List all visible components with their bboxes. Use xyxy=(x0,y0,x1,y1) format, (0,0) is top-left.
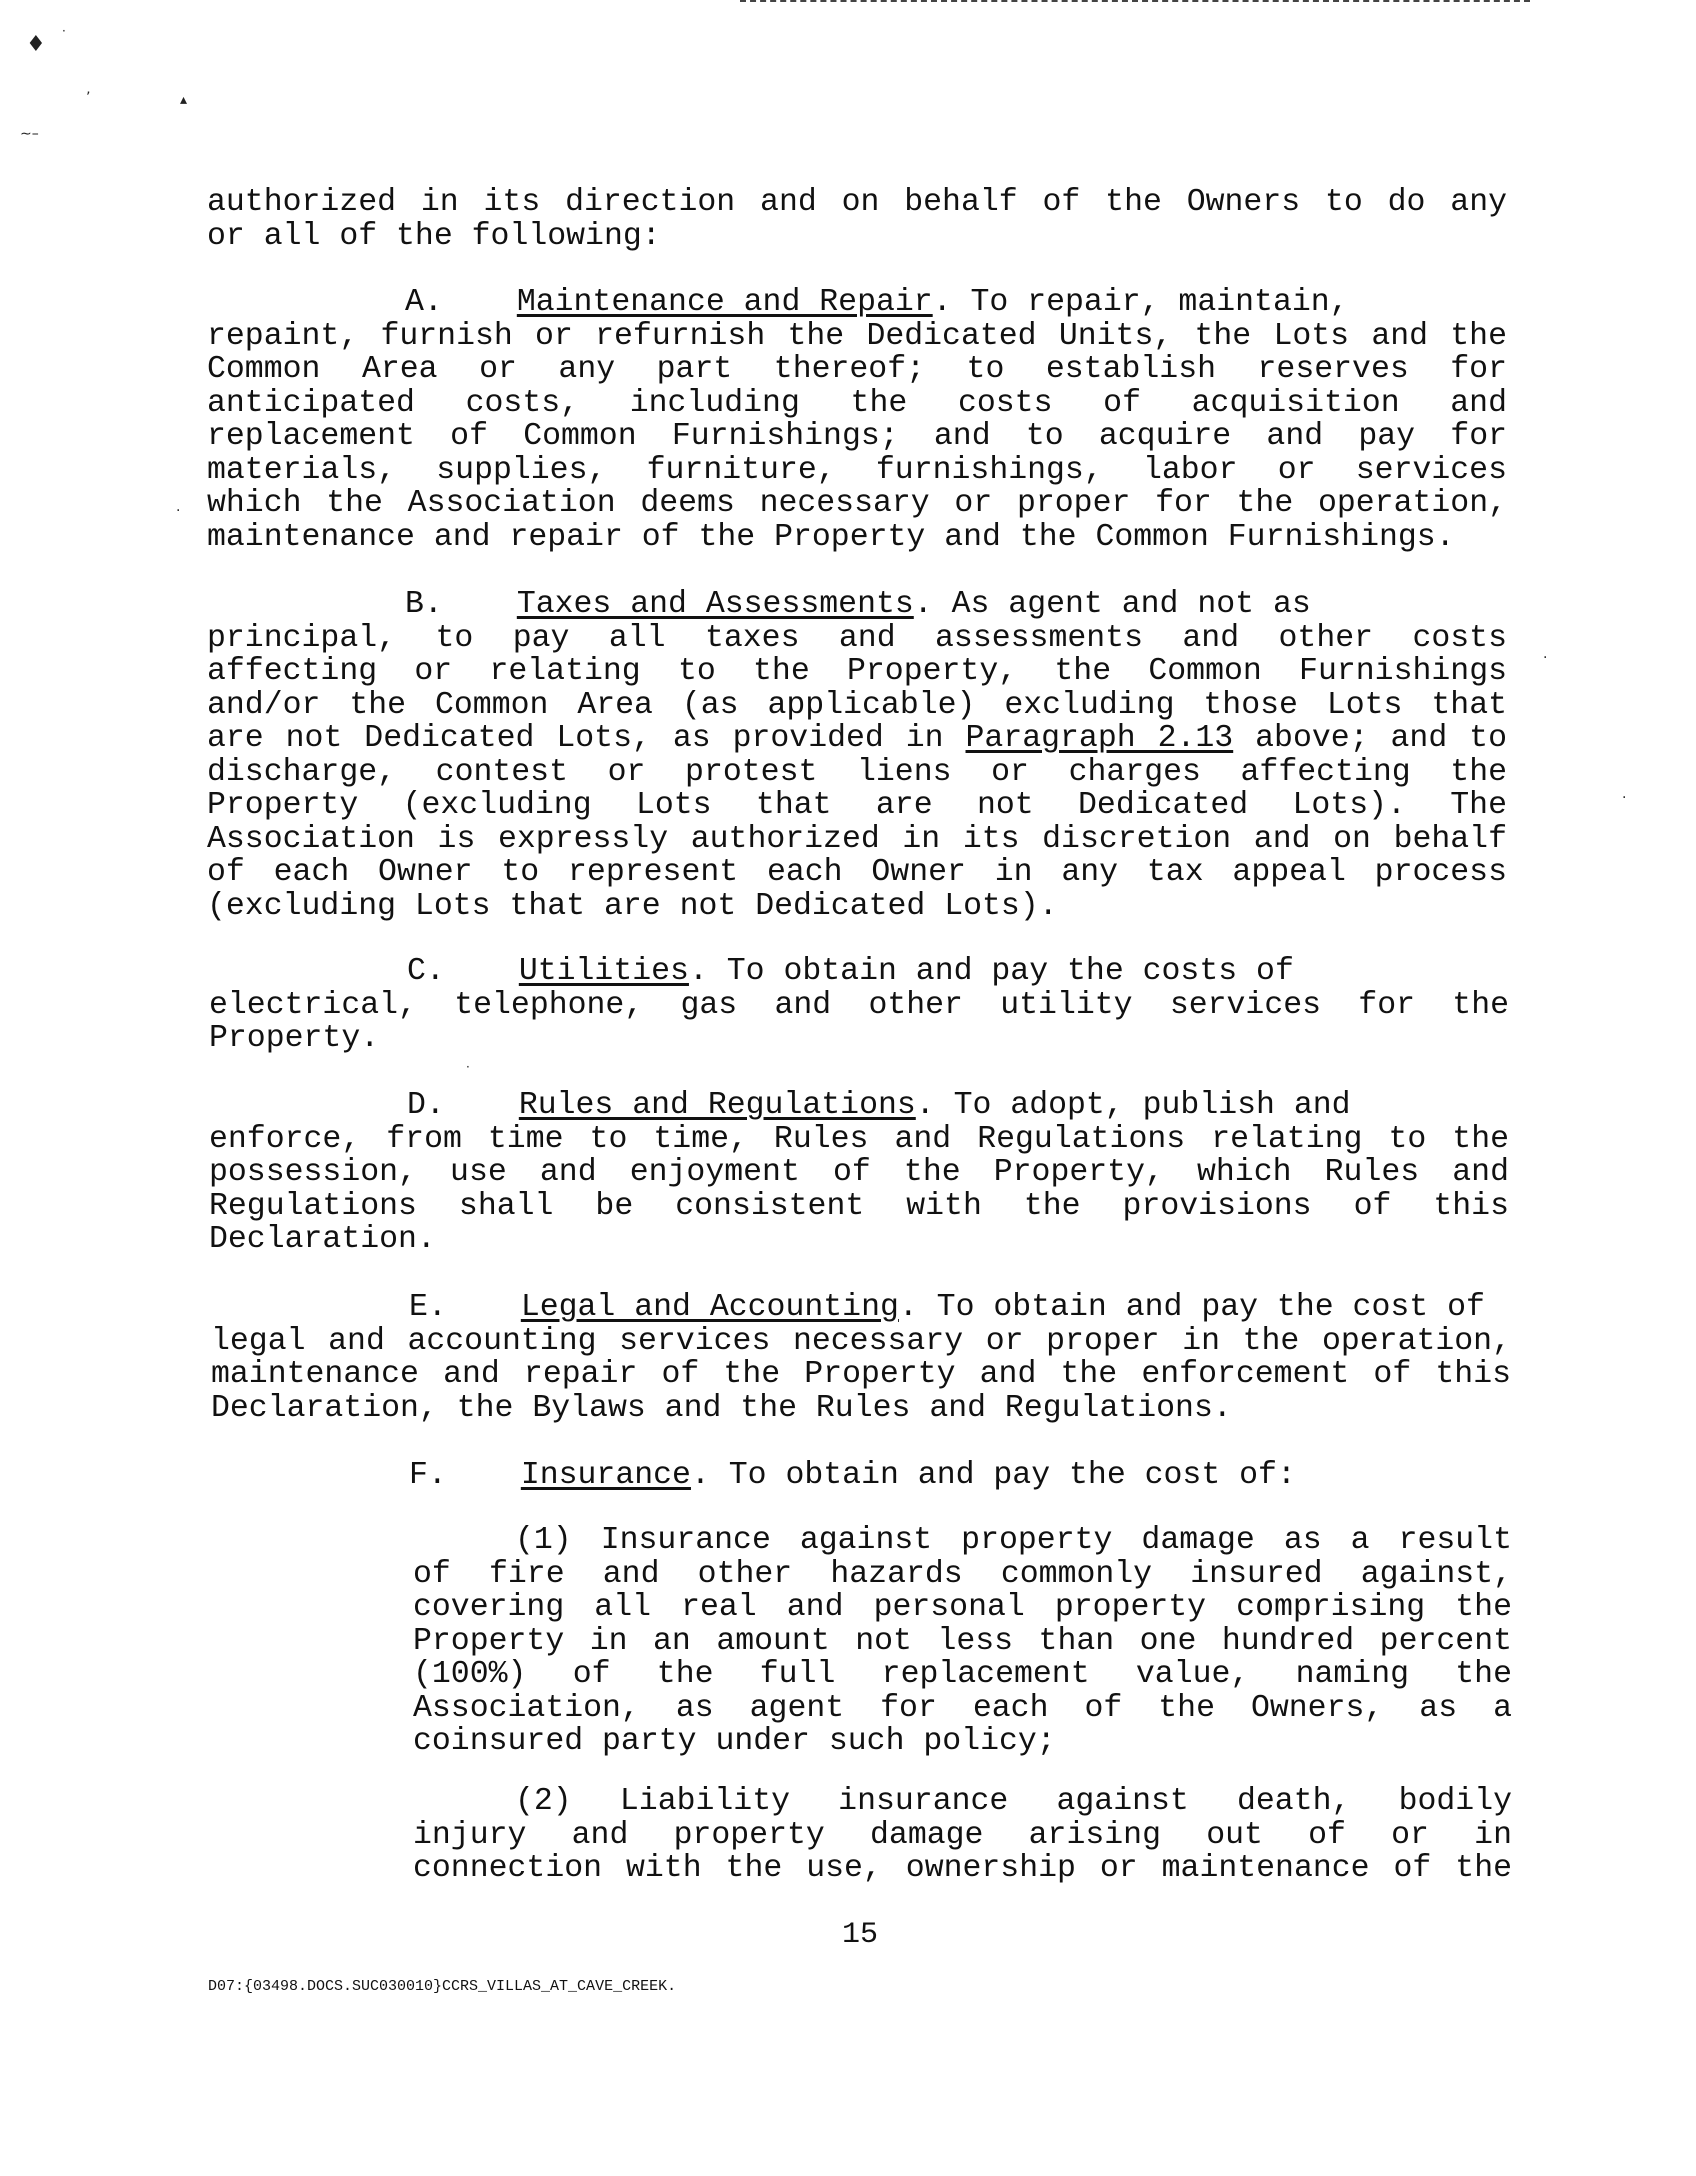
ref-suffix: above; and to xyxy=(1233,721,1507,756)
section-letter: C. xyxy=(407,954,445,989)
item-line: injury and property damage arising out of or in xyxy=(413,1817,1512,1853)
section-line: Declaration, the Bylaws and the Rules and Regulations. xyxy=(211,1390,1232,1426)
section-line: maintenance and repair of the Property and the Common Furnishings. xyxy=(207,519,1455,555)
section-line: enforce, from time to time, Rules and Regulations relating to the xyxy=(209,1121,1509,1157)
section-letter: B. xyxy=(405,587,443,622)
section-a-first-line xyxy=(207,286,1507,320)
section-line: legal and accounting services necessary or proper in the operation, xyxy=(211,1323,1511,1359)
section-line: maintenance and repair of the Property and the enforcement of this xyxy=(211,1357,1511,1392)
section-f xyxy=(409,1459,1509,1493)
item-first-line: (2) Liability insurance against death, bodily xyxy=(515,1784,1512,1819)
section-b xyxy=(207,588,1507,923)
section-first-rest: . To repair, maintain, xyxy=(932,285,1349,320)
page-number: 15 xyxy=(841,1918,878,1952)
section-ref-line xyxy=(207,722,1507,756)
section-e-first-line xyxy=(211,1291,1511,1325)
section-line: replacement of Common Furnishings; and to acquire and pay for xyxy=(207,419,1507,454)
section-line: which the Association deems necessary or proper for the operation, xyxy=(207,486,1507,521)
item-line: Association, as agent for each of the Owners, as a xyxy=(413,1690,1512,1726)
item-first-line: (1) Insurance against property damage as a result xyxy=(515,1523,1512,1558)
section-c-first-line xyxy=(209,955,1509,989)
section-line: materials, supplies, furniture, furnishings, labor or services xyxy=(207,452,1507,488)
intro-paragraph xyxy=(207,186,1507,253)
section-line: possession, use and enjoyment of the Property, which Rules and xyxy=(209,1155,1509,1190)
section-line: electrical, telephone, gas and other utility services for the xyxy=(209,987,1509,1023)
section-line: affecting or relating to the Property, the Common Furnishings xyxy=(207,654,1507,689)
section-d-first-line xyxy=(209,1089,1509,1123)
section-heading: Insurance xyxy=(520,1458,691,1493)
section-b-first-line xyxy=(207,588,1507,622)
section-first-rest: . To obtain and pay the cost of: xyxy=(690,1458,1296,1493)
section-first-rest: . To obtain and pay the costs of xyxy=(688,954,1294,989)
paragraph-reference: Paragraph 2.13 xyxy=(965,721,1234,756)
section-line: anticipated costs, including the costs of acquisition and xyxy=(207,385,1507,421)
section-line: Common Area or any part thereof; to establish reserves for xyxy=(207,352,1507,387)
section-heading: Rules and Regulations xyxy=(518,1088,916,1123)
section-line: Declaration. xyxy=(209,1222,436,1257)
section-line: repaint, furnish or refurnish the Dedicated Units, the Lots and the xyxy=(207,318,1507,354)
intro-line: or all of the following: xyxy=(207,218,661,254)
section-letter: D. xyxy=(407,1088,445,1123)
ref-prefix: are not Dedicated Lots, as provided in xyxy=(207,721,966,756)
intro-line: authorized in its direction and on behalf of the Owners to do any xyxy=(207,185,1507,220)
item-line: (100%) of the full replacement value, naming the xyxy=(413,1657,1512,1692)
section-line: and/or the Common Area (as applicable) excluding those Lots that xyxy=(207,687,1507,723)
document-page: ♦ · ’ ▴ ∼– · · · · authorized in its direction and on behalf of the Owners to do any or all of the following: A. Maintenance and Repair. To repair, maintain, repaint, furnish or refurnish the Dedicated Units, the Lots and the Common Area or any part thereof; to establish reserves for anticipated costs, including the costs of acquisition and replacement of Common Furnishings; and to acquire and pay for materials, supplies, furniture, furnishings, labor or services which the Association deems necessary or proper for the operation, maintenance and repair of the Property and the Common Furnishings. B. Taxes and Assessments. As agent and not as principal, to pay all taxes and assessments and other costs affecting or relating to the Property, the Common Furnishings and/or the Common Area (as applicable) excluding those Lots that are not Dedicated Lots, as provided in Paragraph 2.13 above; and to discharge, contest or protest liens or charges affecting the Property (excluding Lots that are not Dedicated Lots). The Association is expressly authorized in its discretion and on behalf of each Owner to represent each Owner in any tax appeal process (excluding Lots that are not Dedicated Lots). C. Utilities. To obtain and pay the costs of electrical, telephone, gas and other utility services for the Property. D. Rules and Regulations. To adopt, publish and enforce, from time to time, Rules and Regulations relating to the possession, use and enjoyment of the Property, which Rules and Regulations shall be consistent with the provisions of this Declaration. E. Legal and Accounting. To obtain and pay the cost of legal and accounting services necessary or proper in the operation, maintenance and repair of the Property and the enforcement of this Declaration, the Bylaws and the Rules and Regulations. F. Insurance. To obtain and pay the cost of: (1) Insurance against property damage as a result of fire and other hazards commonly insured against, covering all real and personal property comprising the Property in an amount not less than one hundred percent (100%) of the full replacement value, naming the Association, as agent for each of the Owners, as a coinsured party under such policy; (2) Liability insurance against death, bodily injury and property damage arising out of or in connection with the use, ownership or maintenance of the 15 D07:{03498.DOCS.SUC030010}CCRS_VILLAS_AT_CAVE_CREEK. xyxy=(0,0,1696,2176)
section-heading: Taxes and Assessments xyxy=(516,587,914,622)
section-letter: E. xyxy=(409,1290,447,1325)
section-line: Association is expressly authorized in its discretion and on behalf xyxy=(207,821,1507,857)
section-d xyxy=(209,1089,1509,1257)
section-line: Property. xyxy=(209,1021,380,1056)
section-first-rest: . To obtain and pay the cost of xyxy=(898,1290,1485,1325)
item-line: Property in an amount not less than one hundred percent xyxy=(413,1623,1512,1659)
section-first-rest: . As agent and not as xyxy=(913,587,1311,622)
section-letter: F. xyxy=(409,1458,447,1493)
insurance-item-2 xyxy=(413,1785,1512,1886)
section-letter: A. xyxy=(405,285,443,320)
section-f-first-line xyxy=(409,1459,1509,1493)
document-footer-id: D07:{03498.DOCS.SUC030010}CCRS_VILLAS_AT_CAVE_CREEK. xyxy=(208,1978,677,1995)
section-line: Regulations shall be consistent with the provisions of this xyxy=(209,1188,1509,1224)
insurance-item-1 xyxy=(413,1524,1512,1759)
item-line: of fire and other hazards commonly insured against, xyxy=(413,1556,1512,1592)
section-heading: Legal and Accounting xyxy=(520,1290,899,1325)
section-line: Property (excluding Lots that are not Dedicated Lots). The xyxy=(207,788,1507,823)
section-line: (excluding Lots that are not Dedicated Lots). xyxy=(207,888,1058,924)
scan-top-edge xyxy=(740,0,1530,5)
item-line: coinsured party under such policy; xyxy=(413,1724,1056,1759)
section-first-rest: . To adopt, publish and xyxy=(915,1088,1351,1123)
section-e xyxy=(211,1291,1511,1425)
section-c xyxy=(209,955,1509,1056)
section-heading: Utilities xyxy=(518,954,689,989)
section-a xyxy=(207,286,1507,554)
section-line: principal, to pay all taxes and assessments and other costs xyxy=(207,620,1507,656)
section-line: of each Owner to represent each Owner in any tax appeal process xyxy=(207,855,1507,890)
item-line: connection with the use, ownership or maintenance of the xyxy=(413,1851,1512,1886)
section-heading: Maintenance and Repair xyxy=(516,285,933,320)
item-line: covering all real and personal property comprising the xyxy=(413,1590,1512,1625)
section-line: discharge, contest or protest liens or charges affecting the xyxy=(207,754,1507,790)
